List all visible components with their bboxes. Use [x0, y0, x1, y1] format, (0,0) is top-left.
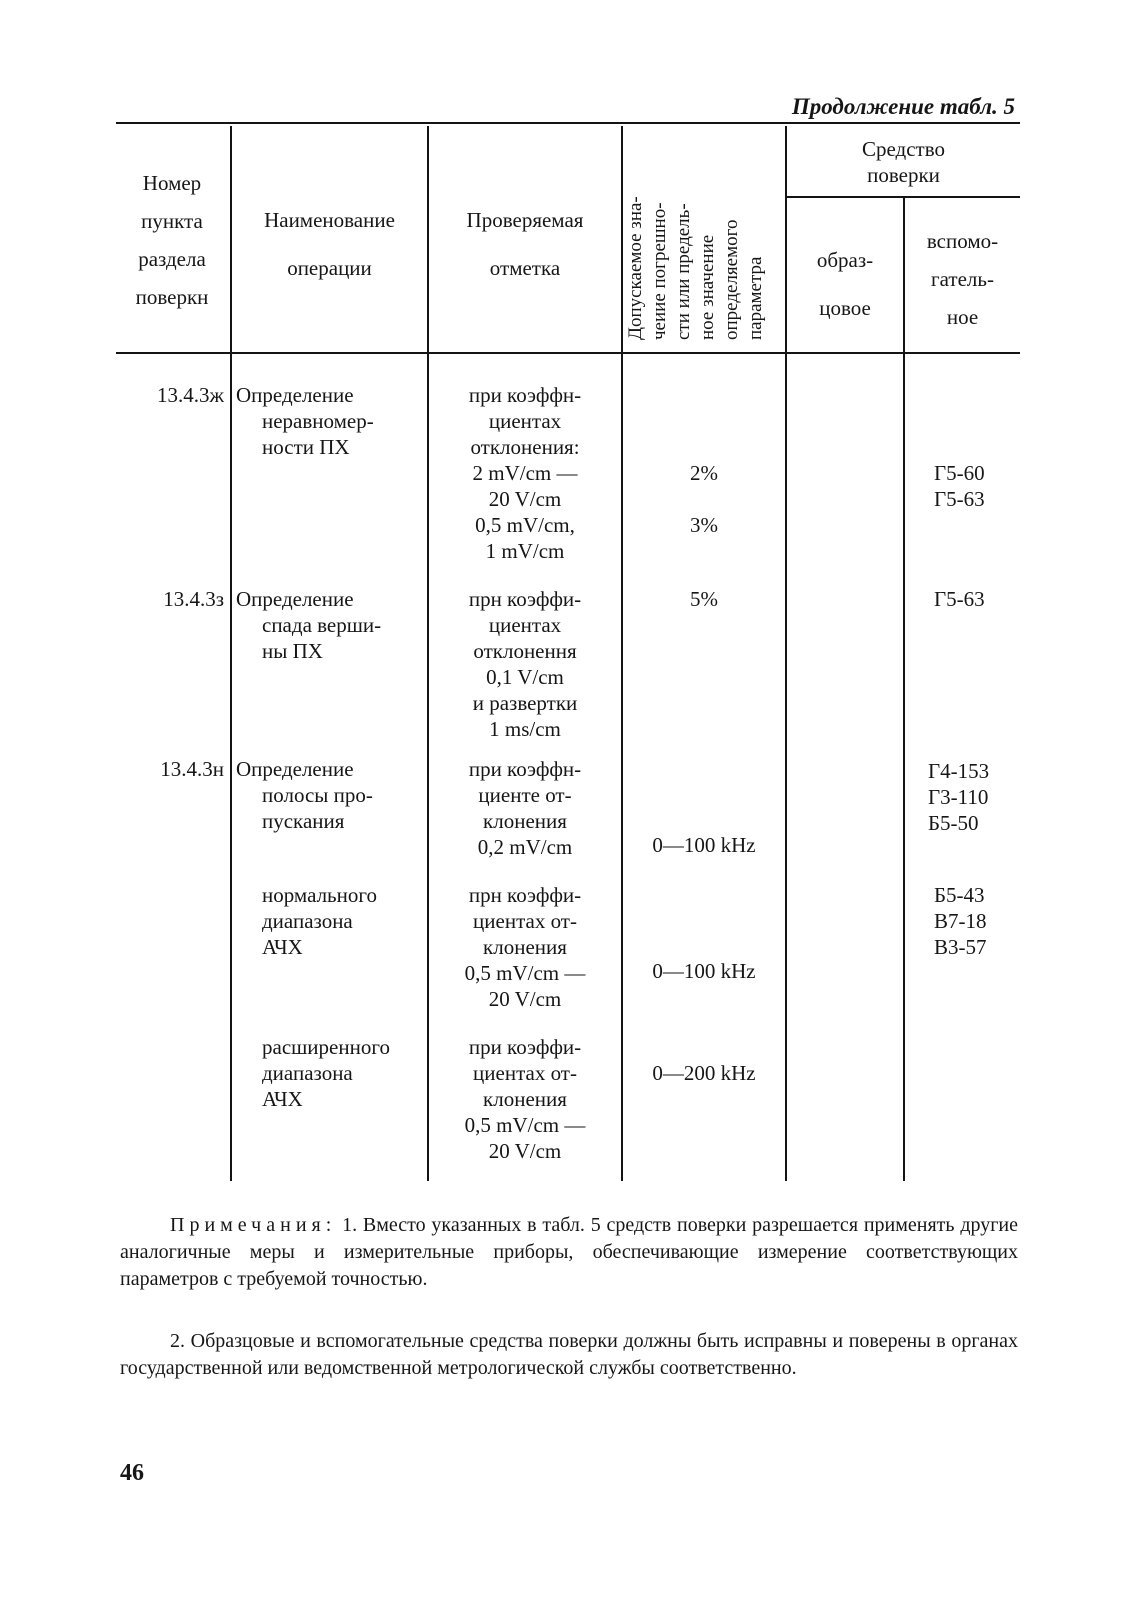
- tolerance-value: 0—200 kHz: [652, 1061, 756, 1085]
- checked-mark: при коэффн- циенте от- клонения 0,2 mV/cm: [468, 757, 582, 859]
- header-tolerance: Допускаемое зна- чеиие погрешно- сти или предель- ное значение определяемого параметра: [625, 196, 766, 340]
- header-checked-mark: Проверяемая отметка: [466, 208, 584, 280]
- header-bottom-rule: [116, 352, 1020, 354]
- tolerance-value: 3%: [690, 513, 718, 537]
- checked-mark: при коэффн- циентах отклонения: 2 mV/cm — 20 V/cm 0,5 mV/cm, 1 mV/cm: [468, 383, 582, 563]
- item-number: 13.4.3н: [160, 757, 224, 781]
- tolerance-value: 2%: [690, 461, 718, 485]
- header-verification-means: Средство поверки: [861, 137, 945, 187]
- auxiliary-means: Г5-60 Г5-63: [934, 461, 985, 511]
- operation-name: расширенного диапазона АЧХ: [262, 1035, 390, 1111]
- auxiliary-means: Г5-63: [934, 587, 985, 611]
- tolerance-value: 0—100 kHz: [652, 959, 756, 983]
- header-reference: образ- цовое: [816, 248, 874, 320]
- note-2: [120, 1328, 1018, 1382]
- item-number: 13.4.3ж: [156, 383, 224, 407]
- checked-mark: при коэффи- циентах от- клонения 0,5 mV/cm — 20 V/cm: [464, 1035, 586, 1163]
- operation-name: нормального диапазона АЧХ: [262, 883, 377, 959]
- header-item-number: Номер пункта раздела поверкн: [135, 171, 209, 309]
- page-number: 46: [120, 1460, 144, 1486]
- header-auxiliary: вспомо- гатель- ное: [926, 229, 999, 329]
- col-divider-5: [903, 198, 905, 1181]
- notes-label: Примечания:: [170, 1214, 337, 1236]
- operation-name: Определение неравномер- ности ПХ: [236, 383, 374, 459]
- auxiliary-means: Б5-43 В7-18 В3-57: [934, 883, 987, 959]
- note-2-text: 2. Образцовые и вспомогательные средства поверки должны быть исправны и поверены в органах государственной или ведомственной метрологической службы соответственно.: [120, 1330, 1018, 1379]
- auxiliary-means: Г4-153 Г3-110 Б5-50: [928, 759, 990, 835]
- note-1: [120, 1212, 1018, 1293]
- tolerance-value: 0—100 kHz: [652, 833, 756, 857]
- header-operation-name: Наименование операции: [264, 208, 395, 280]
- checked-mark: прн коэффи- циентах от- клонения 0,5 mV/cm — 20 V/cm: [464, 883, 586, 1011]
- operation-name: Определение спада верши- ны ПХ: [236, 587, 382, 663]
- table-caption: Продолжение табл. 5: [791, 94, 1015, 119]
- col-divider-3: [621, 126, 623, 1181]
- checked-mark: прн коэффи- циентах отклонення 0,1 V/cm и развертки 1 ms/cm: [468, 587, 582, 741]
- operation-name: Определение полосы про- пускания: [236, 757, 373, 833]
- table-top-rule: [116, 122, 1020, 124]
- item-number: 13.4.3з: [163, 587, 224, 611]
- tolerance-value: 5%: [690, 587, 718, 611]
- note-1-text: 1. Вместо указанных в табл. 5 средств поверки разрешается применять другие аналогичные меры и измерительные приборы, обеспечивающие измерение соответствующих параметров с требуемой точностью.: [120, 1214, 1019, 1290]
